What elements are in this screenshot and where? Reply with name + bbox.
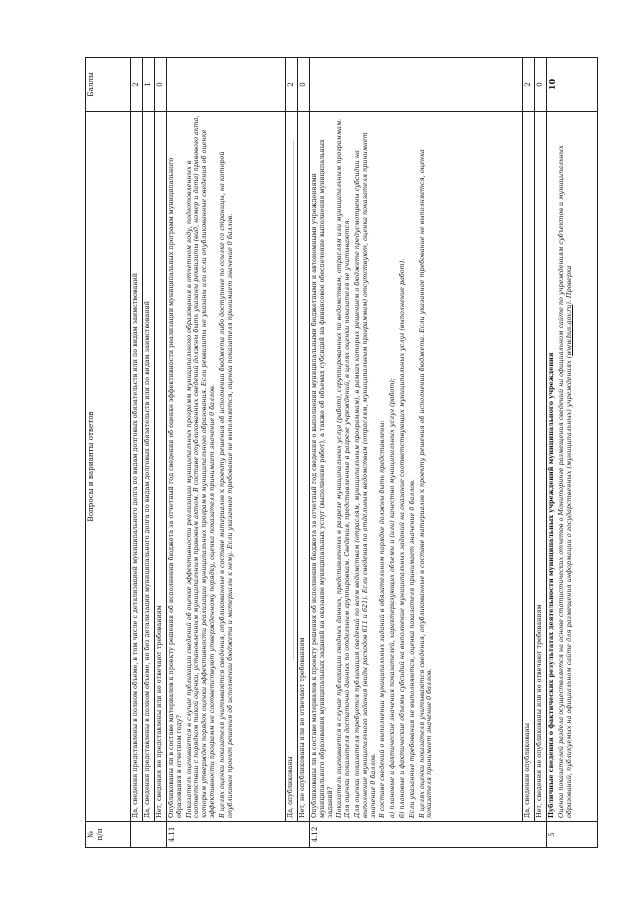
option-row (143, 58, 155, 848)
question-note: В целях оценки показателя учитываются сведения, опубликованные в составе материалов к проекту решения об исполнении бюджета либо доступные по ссылке со страницы, на которой опубликован проект решения об исполнении бюджета и материалы к нему. Если указанное требование не выполняется, оценка показателя принимает значение 0 баллов. (217, 151, 234, 818)
question-note: В целях оценки показателя учитываются сведения, опубликованные в составе материалов к проекту решения об исполнении бюджета. Если указанное требование не выполняется, оценка показателя принимает значение 0 баллов. (417, 149, 434, 818)
col-header-score: Баллы (86, 58, 131, 112)
option-row (535, 58, 547, 848)
section-text-tail: ). Проверка (564, 265, 573, 305)
option-row (131, 58, 143, 848)
section-number: 5 (547, 822, 598, 848)
score-empty (167, 58, 286, 112)
option-score: 2 (131, 58, 143, 112)
table-header-row (86, 58, 131, 848)
option-score: 2 (285, 58, 297, 112)
question-note: В составе сведений о выполнении муниципальных заданий в обязательном порядке должны быть представлены: (378, 420, 387, 818)
criteria-table (85, 57, 598, 848)
question-note: Для оценки показателя требуется публикация сведений по всем ведомствам (отраслям, муниципальным программам), в рамках которых решением о бюджете предусмотрены субсидии на выполнение муниципального задания (виды расходов 611 и 621). Если сведения по отдельным ведомствам (отраслям, муниципальным программам) отсутствуют, оценка показателя принимает значение 0 баллов. (352, 132, 377, 818)
question-body (167, 112, 286, 822)
col-header-num: № п/п (86, 822, 131, 848)
section-title: Публичные сведения о фактических результатах деятельности муниципальных учреждений муниципального учреждения (547, 352, 556, 818)
option-row (523, 58, 535, 848)
rotated-table-page (85, 58, 598, 848)
option-row (155, 58, 167, 848)
question-note: Если указанные требования не выполняются, оценка показателя принимает значение 0 баллов. (407, 479, 416, 818)
score-empty (309, 58, 522, 112)
option-text: Да, сведения опубликованы (523, 112, 535, 822)
option-score: 0 (297, 58, 309, 112)
option-text: Нет, сведения не представлены или не отвечают требованиям (155, 112, 167, 822)
question-row-4-12 (309, 58, 522, 848)
option-text: Да, опубликованы (285, 112, 297, 822)
question-note: а) плановые и фактические значения показателей, характеризующих объемы и (или) качество муниципальных услуг (работ); (388, 378, 397, 818)
bus-gov-link[interactable]: www.bus.gov.ru (564, 304, 573, 356)
option-text: Да, сведения представлены в полном объеме, в том числе с детализацией муниципального долга по видам долговых обязательств или по видам заимствований (131, 112, 143, 822)
option-row (297, 58, 309, 848)
section-row-5 (547, 58, 598, 848)
question-number: 4.11 (167, 822, 310, 848)
option-score: 0 (155, 58, 167, 112)
question-note: б) плановые и фактические объемы субсидий на выполнение муниципальных заданий на оказание соответствующих муниципальных услуг (выполнение работ). (398, 258, 407, 818)
option-text: Нет, не опубликованы или не отвечают требованиям (297, 112, 309, 822)
option-score: 2 (523, 58, 535, 112)
question-note: Показатель оценивается в случае публикации сведений об оценке эффективности реализации муниципальных программ муниципального образования в отчетном году, подготовленных в соответствии с порядком такой оценки, установленным муниципальным правовым актом. В составе опубликованных сведений должны быть указаны реквизиты (вид, номер и дата) правового акта, которым утвержден порядок оценки эффективности реализации муниципальных программ муниципального образования. Если реквизиты не указаны или если опубликованные сведения об оценке эффективности программ не соответствуют утвержденному порядку, оценка показателя принимает значение 0 баллов. (184, 115, 217, 818)
option-score: 1 (143, 58, 155, 112)
section-text-main: Оценка показателей раздела осуществляется на основе статистических отчетов о Мониторинге размещения сведений на официальном сайте по учреждениям субъектов и муниципальных образований, публикуемых на официальном сайте для размещения информации о государственных (муниципальных) учреждениях ( (557, 145, 573, 818)
question-text: Опубликованы ли в составе материалов к проекту решения об исполнении бюджета за отчетный год сведения о выполнении муниципальными бюджетными и автономными учреждениями муниципального образования муниципальных заданий на оказание муниципальных услуг (выполнение работ), а также об объемах субсидий на финансовое обеспечение выполнения муниципальных заданий? (309, 139, 334, 818)
question-text: Опубликованы ли в составе материалов к проекту решения об исполнении бюджета за отчетный год сведения об оценке эффективности реализации муниципальных программ муниципального образования в отчетном году? (167, 157, 183, 818)
option-text: Да, сведения представлены в полном объеме, но без детализации муниципального долга по видам долговых обязательств или по видам заимствований (143, 112, 155, 822)
col-header-question: Вопросы и варианты ответов (86, 112, 131, 822)
option-row (285, 58, 297, 848)
section-text (558, 115, 574, 818)
question-number: 4.12 (309, 822, 546, 848)
section-score: 10 (547, 58, 598, 112)
question-body (309, 112, 522, 822)
option-text: Нет, сведения не опубликованы или не отвечают требованиям (535, 112, 547, 822)
question-row-4-11 (167, 58, 286, 848)
section-body (547, 112, 598, 822)
row-num-empty (131, 822, 167, 848)
option-score: 0 (535, 58, 547, 112)
question-note: Показатель оценивается в случае публикации сводных данных, представленных в разрезе муниципальных услуг (работ), сгруппированных по ведомствам, отраслям или муниципальным программам. Для оценки показателя достаточно данных по отдельным группировкам. Сведения, представленные в разрезе учреждений, в целях оценки показателя не учитываются. (335, 118, 352, 818)
